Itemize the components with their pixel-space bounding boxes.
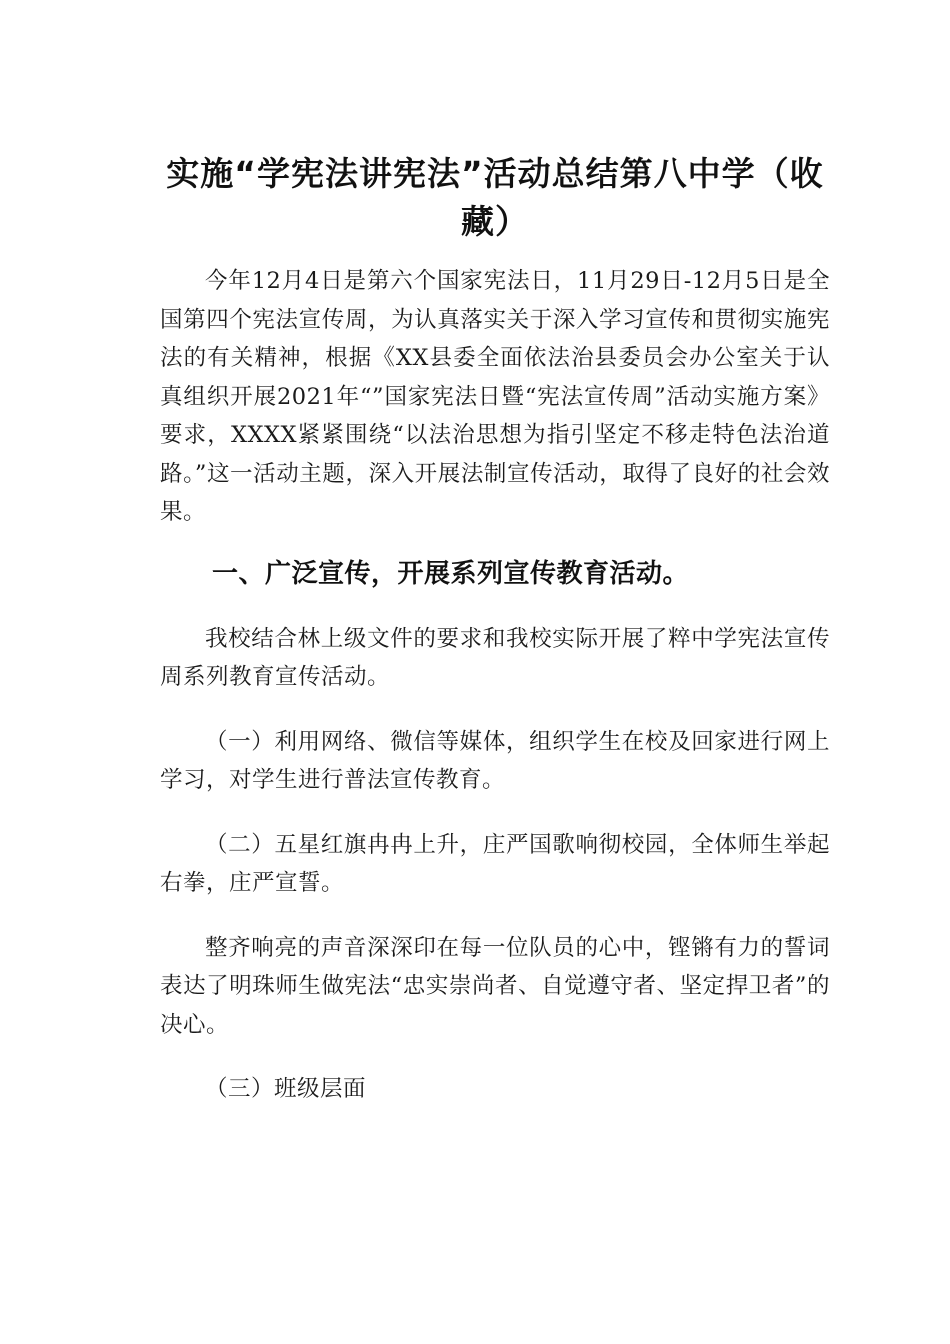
item-3-heading: （三）班级层面 <box>205 1076 367 1102</box>
item-2-detail-paragraph: 整齐响亮的声音深深印在每一位队员的心中，铿锵有力的誓词表达了明珠师生做宪法“忠实崇尚者、自觉遵守者、坚定捍卫者”的决心。 <box>160 934 830 1038</box>
item-1-paragraph: （一）利用网络、微信等媒体，组织学生在校及回家进行网上学习，对学生进行普法宣传教育。 <box>160 728 830 793</box>
intro-paragraph: 今年12月4日是第六个国家宪法日，11月29日-12月5日是全国第四个宪法宣传周，为认真落实关于深入学习宣传和贯彻实施宪法的有关精神，根据《XX县委全面依法治县委员会办公室关于认真组织开展2021年“”国家宪法日暨“宪法宣传周”活动实施方案》要求，XXXX紧紧围绕“以法治思想为指引坚定不移走特色法治道路。”这一活动主题，深入开展法制宣传活动，取得了良好的社会效果。 <box>160 268 830 525</box>
document-title: 实施“学宪法讲宪法”活动总结第八中学（收藏） <box>166 154 824 241</box>
section-heading-1: 一、广泛宣传，开展系列宣传教育活动。 <box>212 558 690 589</box>
item-2-paragraph: （二）五星红旗冉冉上升，庄严国歌响彻校园，全体师生举起右拳，庄严宣誓。 <box>160 831 830 896</box>
section1-intro-paragraph: 我校结合林上级文件的要求和我校实际开展了粹中学宪法宣传周系列教育宣传活动。 <box>160 625 830 690</box>
document-page <box>160 150 830 1109</box>
